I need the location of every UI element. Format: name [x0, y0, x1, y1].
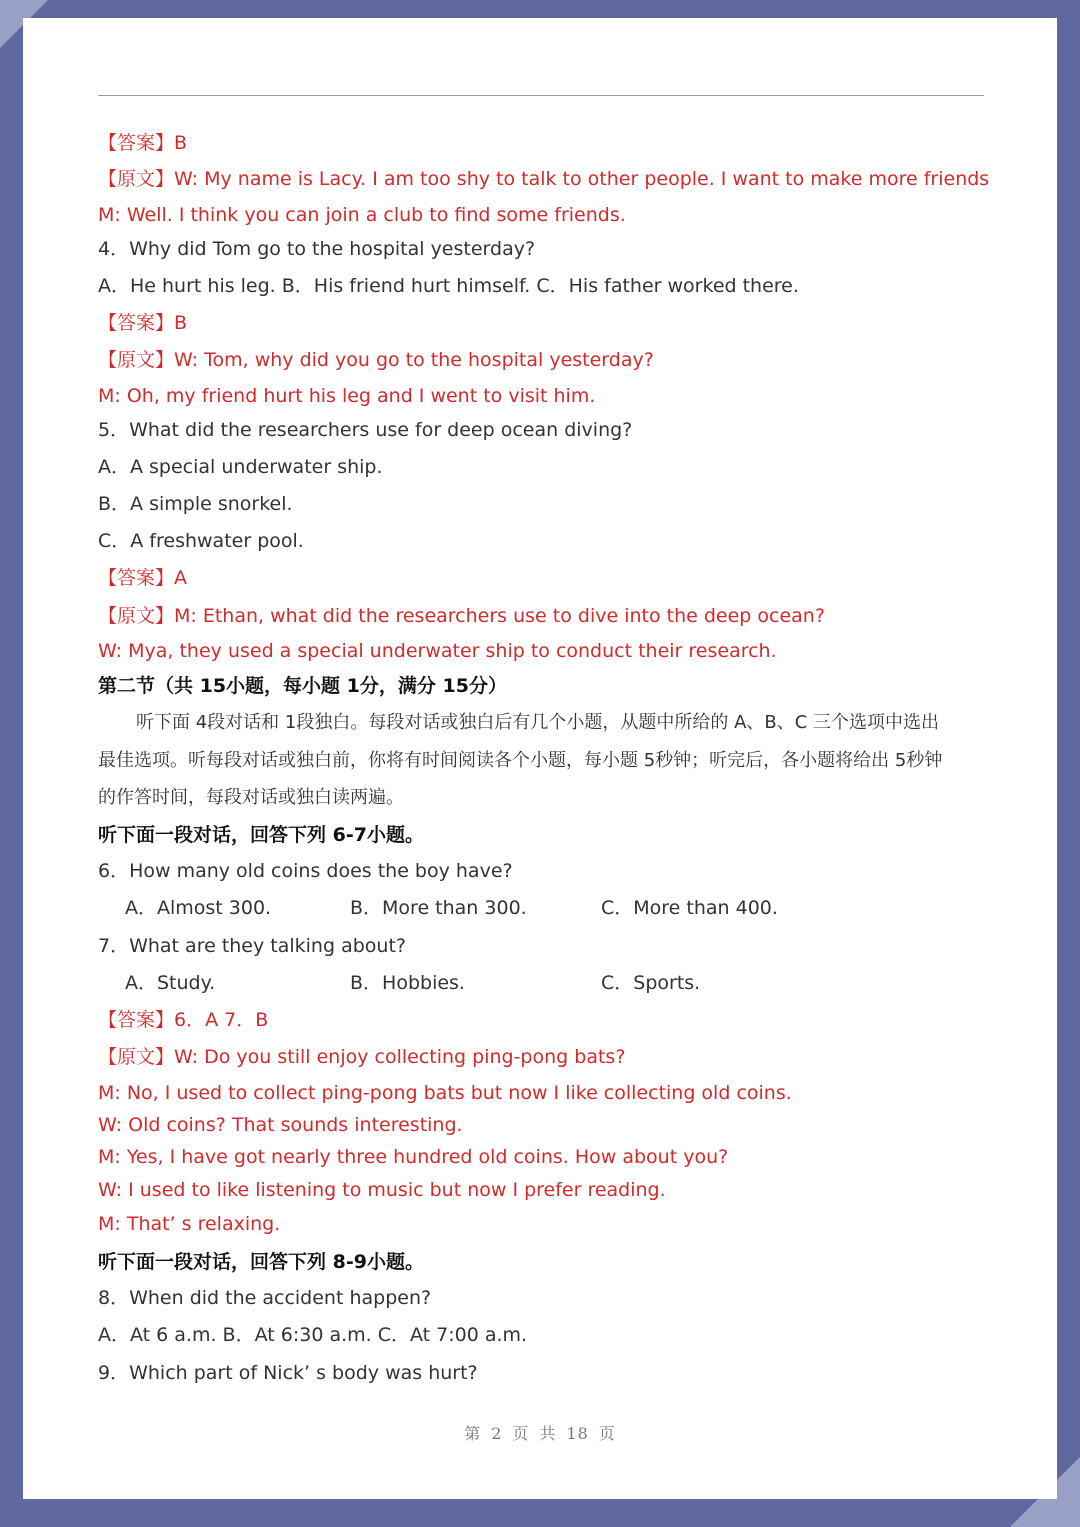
question-7-option-c: C．Sports. [601, 972, 701, 994]
question-6-option-c: C．More than 400. [601, 897, 778, 919]
question-7: 7．What are they talking about? [98, 935, 406, 957]
transcript-line: M: Yes, I have got nearly three hundred old coins. How about you? [98, 1146, 729, 1168]
question-6-option-a: A．Almost 300. [125, 897, 272, 919]
transcript-line: 【原文】W: Do you still enjoy collecting ping-pong bats? [98, 1046, 626, 1068]
section-heading: 第二节（共 15小题，每小题 1分，满分 15分） [98, 675, 507, 697]
question-7-option-b: B．Hobbies. [350, 972, 465, 994]
transcript-line: 【原文】W: My name is Lacy. I am too shy to talk to other people. I want to make more friends [98, 168, 990, 190]
dialogue-heading: 听下面一段对话，回答下列 8-9小题。 [98, 1251, 424, 1273]
page-footer [23, 1421, 1057, 1444]
transcript-line: M: No, I used to collect ping-pong bats but now I like collecting old coins. [98, 1082, 792, 1104]
transcript-line: W: Old coins? That sounds interesting. [98, 1114, 463, 1136]
footer-di: 第 [464, 1424, 482, 1443]
question-6-options [98, 895, 998, 921]
answer-line: 【答案】6．A 7．B [98, 1009, 269, 1031]
question-4-options: A．He hurt his leg. B．His friend hurt himself. C．His father worked there. [98, 275, 799, 297]
question-5-option-a: A．A special underwater ship. [98, 456, 383, 478]
dialogue-heading: 听下面一段对话，回答下列 6-7小题。 [98, 824, 424, 846]
question-6: 6．How many old coins does the boy have? [98, 860, 513, 882]
footer-gong: 共 [539, 1424, 557, 1443]
question-6-option-b: B．More than 300. [350, 897, 527, 919]
document-page [23, 18, 1057, 1499]
footer-total-pages: 18 [566, 1424, 589, 1443]
question-5-option-c: C．A freshwater pool. [98, 530, 304, 552]
question-7-options [98, 970, 998, 996]
footer-ye2: 页 [598, 1424, 616, 1443]
question-5: 5．What did the researchers use for deep ocean diving? [98, 419, 633, 441]
question-8: 8．When did the accident happen? [98, 1287, 432, 1309]
answer-line: 【答案】B [98, 312, 188, 334]
answer-line: 【答案】A [98, 567, 187, 589]
transcript-line: W: Mya, they used a special underwater ship to conduct their research. [98, 640, 777, 662]
transcript-line: M: Oh, my friend hurt his leg and I went to visit him. [98, 385, 596, 407]
transcript-line: 【原文】W: Tom, why did you go to the hospital yesterday? [98, 349, 654, 371]
footer-ye: 页 [512, 1424, 530, 1443]
instructions-line: 的作答时间，每段对话或独白读两遍。 [98, 787, 404, 808]
transcript-line: M: That’ s relaxing. [98, 1213, 281, 1235]
footer-page-number: 2 [491, 1424, 503, 1443]
transcript-line: M: Well. I think you can join a club to find some friends. [98, 204, 626, 226]
question-4: 4．Why did Tom go to the hospital yesterday? [98, 238, 536, 260]
question-7-option-a: A．Study. [125, 972, 216, 994]
instructions-line: 听下面 4段对话和 1段独白。每段对话或独白后有几个小题，从题中所给的 A、B、C 三个选项中选出 [136, 712, 940, 733]
header-rule [98, 95, 984, 96]
transcript-line: 【原文】M: Ethan, what did the researchers use to dive into the deep ocean? [98, 605, 825, 627]
question-5-option-b: B．A simple snorkel. [98, 493, 293, 515]
transcript-line: W: I used to like listening to music but now I prefer reading. [98, 1179, 666, 1201]
question-9: 9．Which part of Nick’ s body was hurt? [98, 1362, 478, 1384]
answer-line: 【答案】B [98, 132, 188, 154]
question-8-options: A．At 6 a.m. B．At 6:30 a.m. C．At 7:00 a.m. [98, 1324, 528, 1346]
instructions-line: 最佳选项。听每段对话或独白前，你将有时间阅读各个小题，每小题 5秒钟；听完后，各小题将给出 5秒钟 [98, 750, 943, 771]
